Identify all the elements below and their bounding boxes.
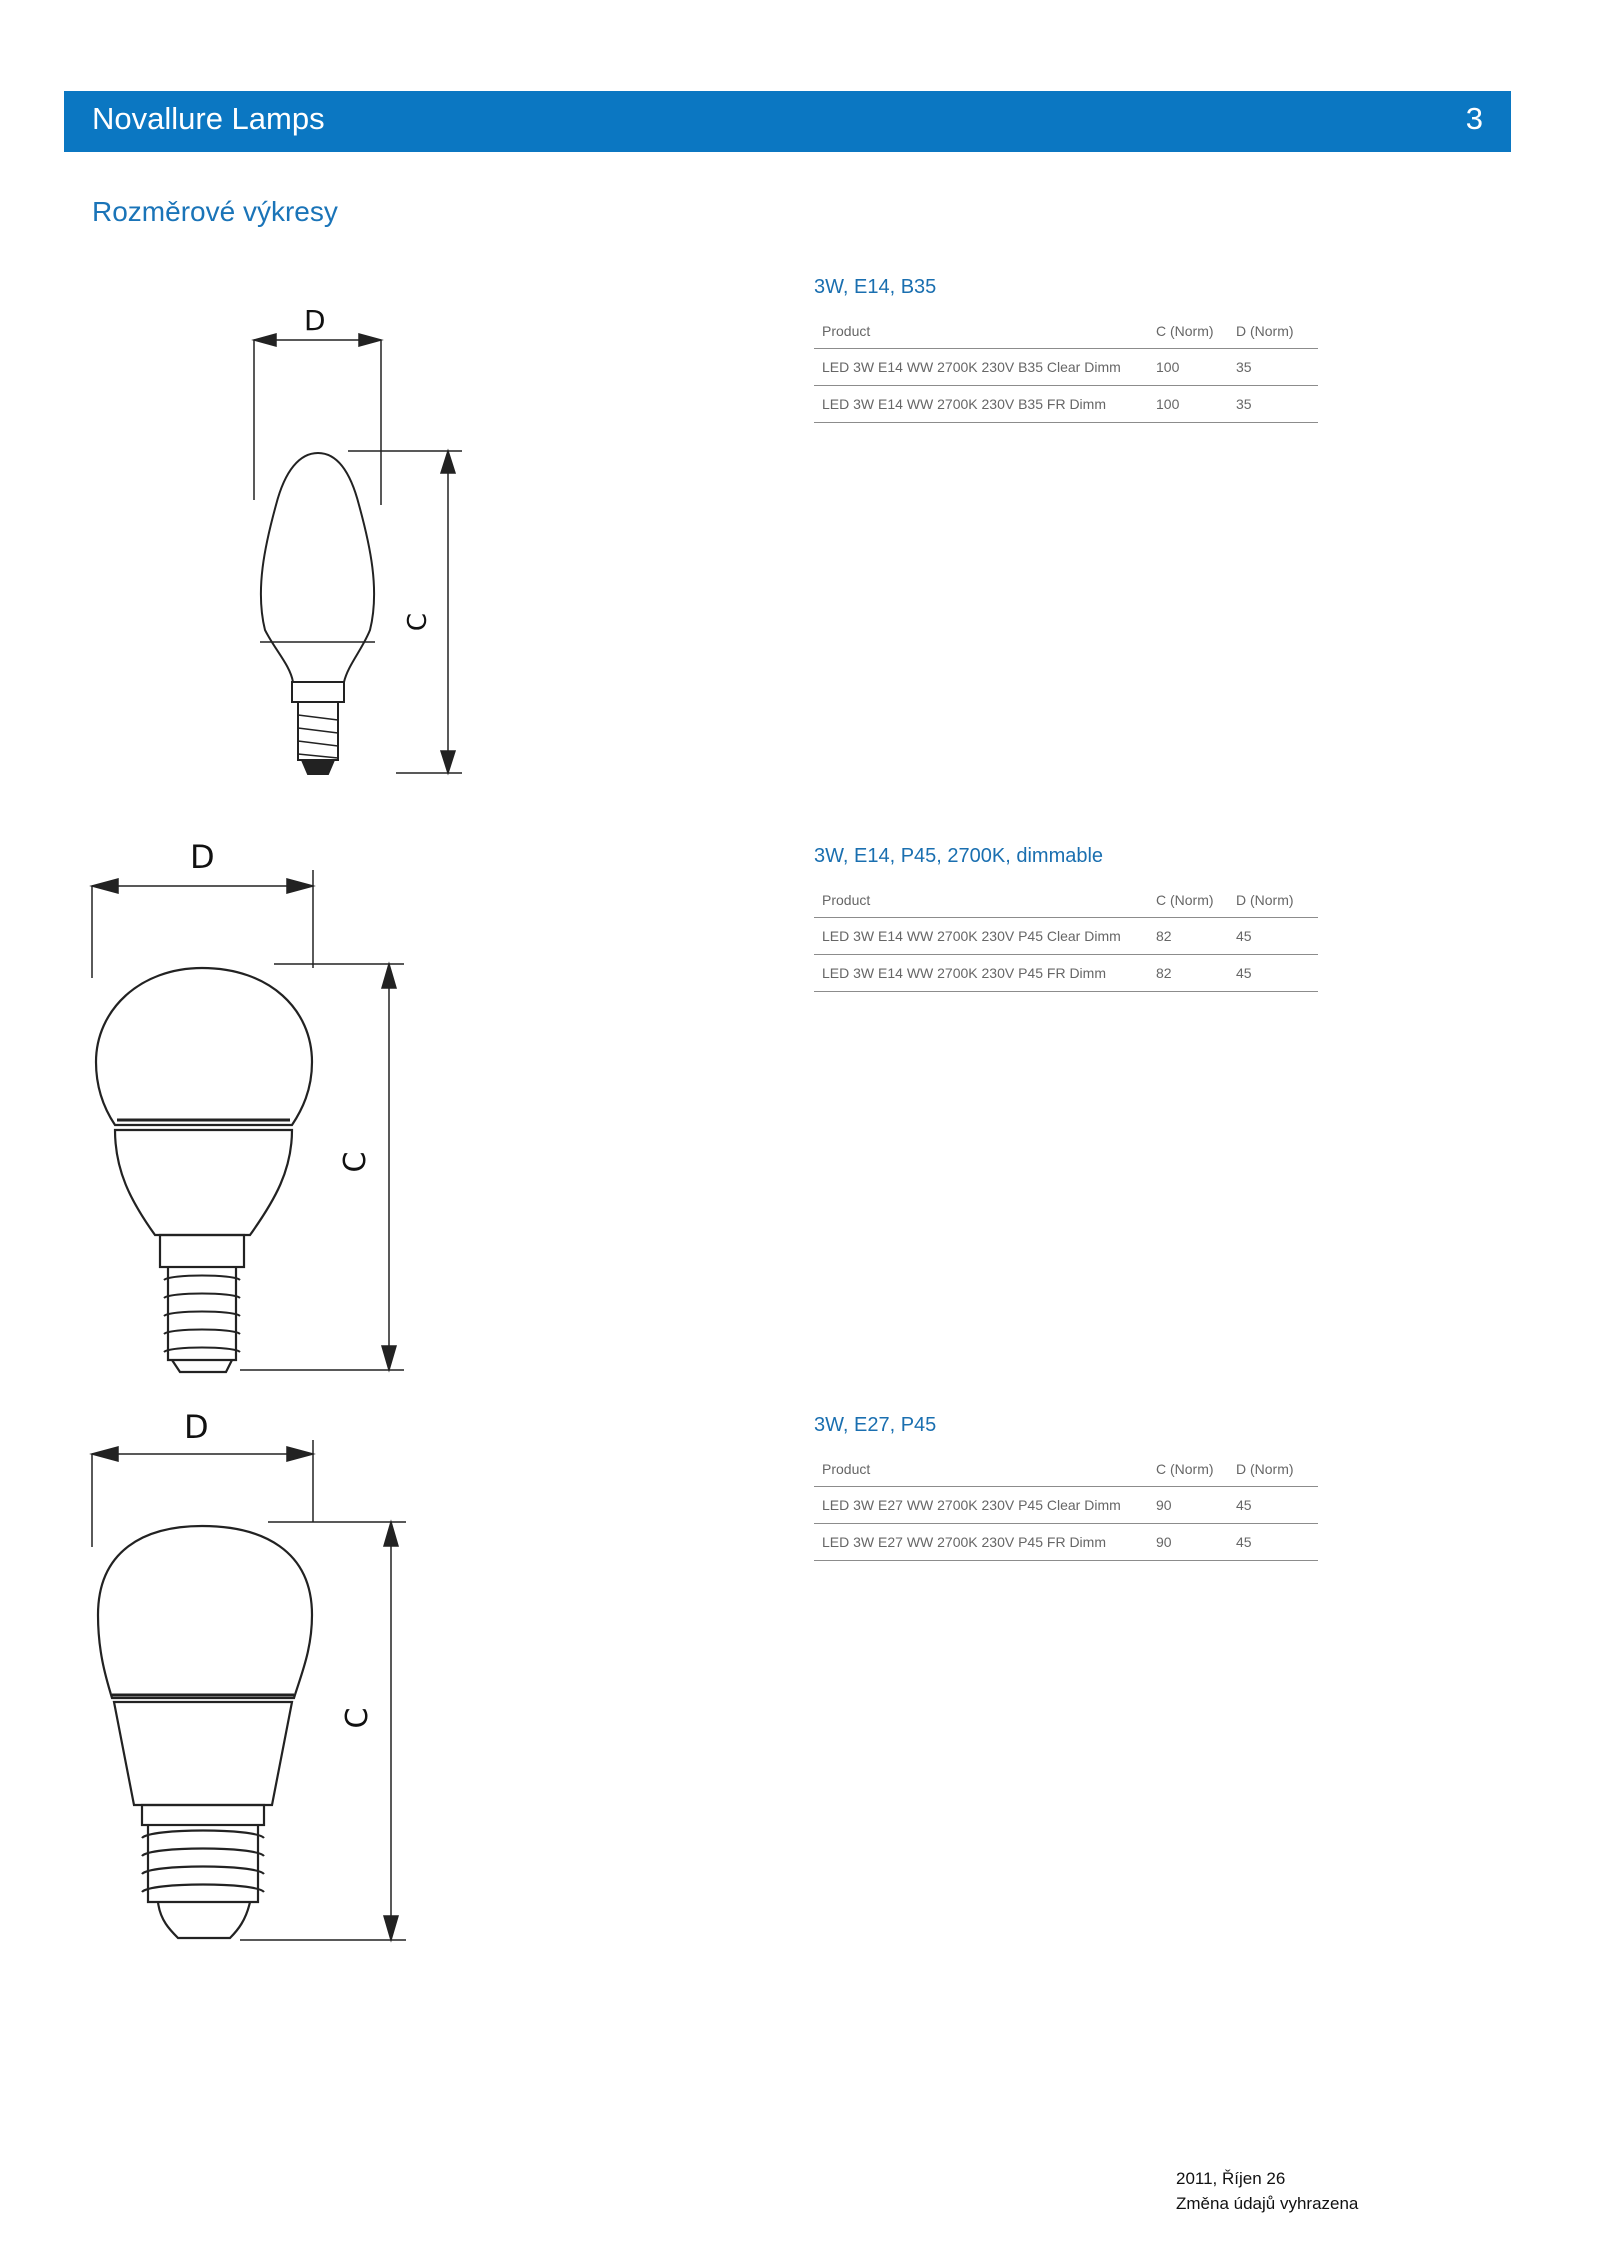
dimension-label-d: D xyxy=(190,840,215,876)
drawing-p45-e14-bulb xyxy=(80,840,420,1385)
p45-e14-bulb-diagram xyxy=(80,840,420,1380)
table-row xyxy=(814,1487,1318,1524)
dimension-label-d: D xyxy=(184,1410,209,1446)
column-header: Product xyxy=(822,323,871,339)
dimension-label-c: C xyxy=(338,1151,373,1173)
c-norm-cell: 90 xyxy=(1156,1534,1172,1550)
product-cell: LED 3W E14 WW 2700K 230V B35 FR Dimm xyxy=(822,396,1106,412)
section-b35 xyxy=(814,276,1318,423)
column-header: Product xyxy=(822,892,871,908)
spec-table xyxy=(814,314,1318,423)
column-header: D (Norm) xyxy=(1236,323,1294,339)
dimension-label-c: C xyxy=(403,612,433,632)
footer xyxy=(1176,2166,1358,2216)
d-norm-cell: 45 xyxy=(1236,965,1252,981)
product-cell: LED 3W E14 WW 2700K 230V B35 Clear Dimm xyxy=(822,359,1121,375)
table-row xyxy=(814,1524,1318,1561)
dimension-label-d: D xyxy=(304,304,326,337)
spec-table xyxy=(814,883,1318,992)
section-p45-e27 xyxy=(814,1414,1318,1561)
table-row xyxy=(814,349,1318,386)
table-row xyxy=(814,386,1318,423)
product-cell: LED 3W E27 WW 2700K 230V P45 Clear Dimm xyxy=(822,1497,1121,1513)
section-heading: 3W, E14, P45, 2700K, dimmable xyxy=(814,845,1104,867)
c-norm-cell: 82 xyxy=(1156,965,1172,981)
table-row xyxy=(814,918,1318,955)
table-row xyxy=(814,955,1318,992)
candle-bulb-diagram xyxy=(240,290,480,790)
footer-note: Změna údajů vyhrazena xyxy=(1176,2194,1359,2213)
c-norm-cell: 82 xyxy=(1156,928,1172,944)
footer-date: 2011, Říjen 26 xyxy=(1176,2169,1286,2188)
table-header-row xyxy=(814,883,1318,918)
section-p45-e14 xyxy=(814,845,1318,992)
d-norm-cell: 45 xyxy=(1236,1497,1252,1513)
section-heading: 3W, E14, B35 xyxy=(814,276,937,298)
dimension-label-c: C xyxy=(340,1707,375,1729)
table-header-row xyxy=(814,1452,1318,1487)
column-header: D (Norm) xyxy=(1236,892,1294,908)
table-header-row xyxy=(814,314,1318,349)
page-number: 3 xyxy=(1465,101,1483,136)
d-norm-cell: 35 xyxy=(1236,359,1252,375)
drawing-p45-e27-bulb xyxy=(80,1410,420,1955)
column-header: C (Norm) xyxy=(1156,1461,1214,1477)
section-heading: 3W, E27, P45 xyxy=(814,1414,937,1436)
column-header: C (Norm) xyxy=(1156,323,1214,339)
column-header: Product xyxy=(822,1461,871,1477)
product-cell: LED 3W E14 WW 2700K 230V P45 Clear Dimm xyxy=(822,928,1121,944)
column-header: D (Norm) xyxy=(1236,1461,1294,1477)
c-norm-cell: 100 xyxy=(1156,396,1180,412)
column-header: C (Norm) xyxy=(1156,892,1214,908)
d-norm-cell: 35 xyxy=(1236,396,1252,412)
header-banner xyxy=(64,91,1511,152)
product-cell: LED 3W E14 WW 2700K 230V P45 FR Dimm xyxy=(822,965,1106,981)
spec-table xyxy=(814,1452,1318,1561)
product-cell: LED 3W E27 WW 2700K 230V P45 FR Dimm xyxy=(822,1534,1106,1550)
p45-e27-bulb-diagram xyxy=(80,1410,420,1950)
c-norm-cell: 100 xyxy=(1156,359,1180,375)
c-norm-cell: 90 xyxy=(1156,1497,1172,1513)
d-norm-cell: 45 xyxy=(1236,928,1252,944)
drawing-candle-bulb xyxy=(240,290,480,795)
section-subtitle: Rozměrové výkresy xyxy=(92,196,338,227)
document-title: Novallure Lamps xyxy=(92,101,325,136)
d-norm-cell: 45 xyxy=(1236,1534,1252,1550)
